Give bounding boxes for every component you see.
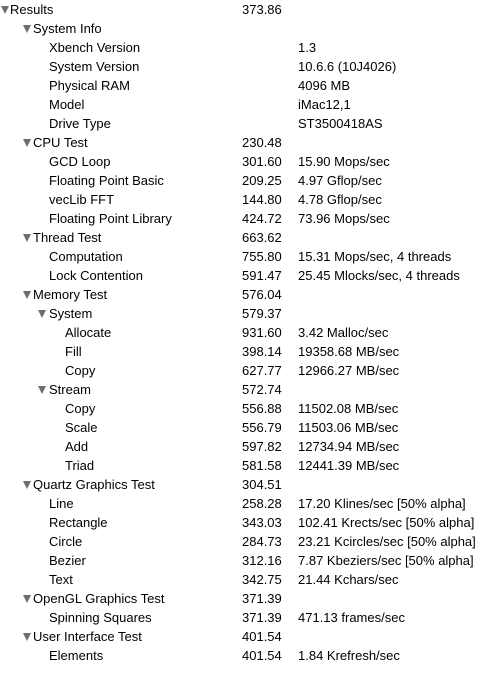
row-name: User Interface Test xyxy=(33,629,142,644)
row-name: Copy xyxy=(65,401,96,416)
outline-row-rectangle xyxy=(0,513,504,532)
row-name: Computation xyxy=(49,249,123,264)
disclosure-triangle-down-icon[interactable] xyxy=(23,234,31,242)
row-score: 572.74 xyxy=(242,382,282,397)
row-info: 11503.06 MB/sec xyxy=(298,420,399,435)
row-name: Elements xyxy=(49,648,104,663)
row-name: Quartz Graphics Test xyxy=(33,477,155,492)
outline-row-opengl-graphics-test[interactable] xyxy=(0,589,504,608)
row-score: 230.48 xyxy=(242,135,282,150)
outline-row-spinning-squares xyxy=(0,608,504,627)
outline-row-scale xyxy=(0,418,504,437)
outline-row-system-version xyxy=(0,57,504,76)
row-score: 931.60 xyxy=(242,325,282,340)
row-score: 576.04 xyxy=(242,287,282,302)
row-info: 102.41 Krects/sec [50% alpha] xyxy=(298,515,475,530)
outline-row-stream[interactable] xyxy=(0,380,504,399)
row-name: Add xyxy=(65,439,89,454)
outline-row-memory-test[interactable] xyxy=(0,285,504,304)
row-name: Memory Test xyxy=(33,287,108,302)
disclosure-triangle-down-icon[interactable] xyxy=(1,6,9,14)
row-score: 209.25 xyxy=(242,173,282,188)
outline-row-floating-point-basic xyxy=(0,171,504,190)
row-info: 17.20 Klines/sec [50% alpha] xyxy=(298,496,466,511)
row-score: 284.73 xyxy=(242,534,282,549)
disclosure-triangle-down-icon[interactable] xyxy=(23,633,31,641)
row-info: 3.42 Malloc/sec xyxy=(298,325,389,340)
row-name: Results xyxy=(10,2,54,17)
outline-row-bezier xyxy=(0,551,504,570)
row-score: 371.39 xyxy=(242,591,282,606)
row-name: Stream xyxy=(49,382,91,397)
row-name: Lock Contention xyxy=(49,268,143,283)
outline-row-system-info[interactable] xyxy=(0,19,504,38)
row-name: Model xyxy=(49,97,85,112)
outline-row-cpu-test[interactable] xyxy=(0,133,504,152)
row-score: 755.80 xyxy=(242,249,282,264)
row-name: Triad xyxy=(65,458,95,473)
row-name: Copy xyxy=(65,363,96,378)
row-score: 304.51 xyxy=(242,477,282,492)
row-info: 12734.94 MB/sec xyxy=(298,439,400,454)
row-score: 597.82 xyxy=(242,439,282,454)
row-score: 556.79 xyxy=(242,420,282,435)
outline-row-add xyxy=(0,437,504,456)
outline-row-elements xyxy=(0,646,504,665)
row-name: CPU Test xyxy=(33,135,88,150)
row-score: 258.28 xyxy=(242,496,282,511)
outline-row-circle xyxy=(0,532,504,551)
disclosure-triangle-down-icon[interactable] xyxy=(23,25,31,33)
row-score: 581.58 xyxy=(242,458,282,473)
row-score: 556.88 xyxy=(242,401,282,416)
row-name: System Version xyxy=(49,59,140,74)
row-name: Floating Point Basic xyxy=(49,173,164,188)
row-name: OpenGL Graphics Test xyxy=(33,591,165,606)
row-score: 371.39 xyxy=(242,610,282,625)
row-score: 401.54 xyxy=(242,629,282,644)
row-name: Floating Point Library xyxy=(49,211,172,226)
row-info: 12966.27 MB/sec xyxy=(298,363,400,378)
row-name: Rectangle xyxy=(49,515,108,530)
row-score: 312.16 xyxy=(242,553,282,568)
row-name: Scale xyxy=(65,420,98,435)
row-info: 73.96 Mops/sec xyxy=(298,211,390,226)
row-info: 15.90 Mops/sec xyxy=(298,154,390,169)
disclosure-triangle-down-icon[interactable] xyxy=(23,291,31,299)
outline-row-copy xyxy=(0,361,504,380)
row-info: 12441.39 MB/sec xyxy=(298,458,400,473)
outline-row-copy xyxy=(0,399,504,418)
disclosure-triangle-down-icon[interactable] xyxy=(23,481,31,489)
row-name: System xyxy=(49,306,93,321)
row-name: Drive Type xyxy=(49,116,111,131)
outline-row-drive-type xyxy=(0,114,504,133)
outline-row-model xyxy=(0,95,504,114)
outline-row-results[interactable] xyxy=(0,0,504,19)
disclosure-triangle-down-icon[interactable] xyxy=(23,139,31,147)
row-info: 1.84 Krefresh/sec xyxy=(298,648,400,663)
outline-row-line xyxy=(0,494,504,513)
outline-row-gcd-loop xyxy=(0,152,504,171)
row-info: 25.45 Mlocks/sec, 4 threads xyxy=(298,268,460,283)
row-score: 424.72 xyxy=(242,211,282,226)
row-info: 4096 MB xyxy=(298,78,351,93)
row-score: 401.54 xyxy=(242,648,282,663)
row-score: 301.60 xyxy=(242,154,282,169)
row-info: 19358.68 MB/sec xyxy=(298,344,400,359)
row-info: ST3500418AS xyxy=(298,116,383,131)
row-score: 373.86 xyxy=(242,2,282,17)
outline-row-thread-test[interactable] xyxy=(0,228,504,247)
row-info: 10.6.6 (10J4026) xyxy=(298,59,397,74)
row-name: GCD Loop xyxy=(49,154,111,169)
outline-row-veclib-fft xyxy=(0,190,504,209)
outline-row-floating-point-library xyxy=(0,209,504,228)
row-name: Line xyxy=(49,496,74,511)
row-info: 11502.08 MB/sec xyxy=(298,401,399,416)
row-score: 627.77 xyxy=(242,363,282,378)
row-info: iMac12,1 xyxy=(298,97,351,112)
row-score: 398.14 xyxy=(242,344,282,359)
row-info: 23.21 Kcircles/sec [50% alpha] xyxy=(298,534,476,549)
outline-row-fill xyxy=(0,342,504,361)
row-score: 579.37 xyxy=(242,306,282,321)
row-name: Spinning Squares xyxy=(49,610,152,625)
row-score: 343.03 xyxy=(242,515,282,530)
outline-row-computation xyxy=(0,247,504,266)
outline-row-text xyxy=(0,570,504,589)
row-info: 4.78 Gflop/sec xyxy=(298,192,382,207)
row-name: Text xyxy=(49,572,73,587)
row-name: Allocate xyxy=(65,325,112,340)
row-name: Bezier xyxy=(49,553,86,568)
row-info: 15.31 Mops/sec, 4 threads xyxy=(298,249,452,264)
outline-row-allocate xyxy=(0,323,504,342)
outline-row-user-interface-test[interactable] xyxy=(0,627,504,646)
outline-row-lock-contention xyxy=(0,266,504,285)
row-score: 144.80 xyxy=(242,192,282,207)
row-info: 471.13 frames/sec xyxy=(298,610,405,625)
outline-row-physical-ram xyxy=(0,76,504,95)
row-name: Xbench Version xyxy=(49,40,141,55)
row-info: 21.44 Kchars/sec xyxy=(298,572,399,587)
disclosure-triangle-down-icon[interactable] xyxy=(38,310,46,318)
row-name: Physical RAM xyxy=(49,78,130,93)
row-info: 1.3 xyxy=(298,40,317,55)
outline-row-quartz-graphics-test[interactable] xyxy=(0,475,504,494)
row-score: 663.62 xyxy=(242,230,282,245)
outline-row-triad xyxy=(0,456,504,475)
row-score: 342.75 xyxy=(242,572,282,587)
row-info: 7.87 Kbeziers/sec [50% alpha] xyxy=(298,553,474,568)
row-name: Thread Test xyxy=(33,230,102,245)
outline-row-system[interactable] xyxy=(0,304,504,323)
outline-row-xbench-version xyxy=(0,38,504,57)
row-name: System Info xyxy=(33,21,102,36)
row-name: Fill xyxy=(65,344,82,359)
row-info: 4.97 Gflop/sec xyxy=(298,173,382,188)
row-name: vecLib FFT xyxy=(49,192,115,207)
disclosure-triangle-down-icon[interactable] xyxy=(23,595,31,603)
disclosure-triangle-down-icon[interactable] xyxy=(38,386,46,394)
row-name: Circle xyxy=(49,534,83,549)
row-score: 591.47 xyxy=(242,268,282,283)
